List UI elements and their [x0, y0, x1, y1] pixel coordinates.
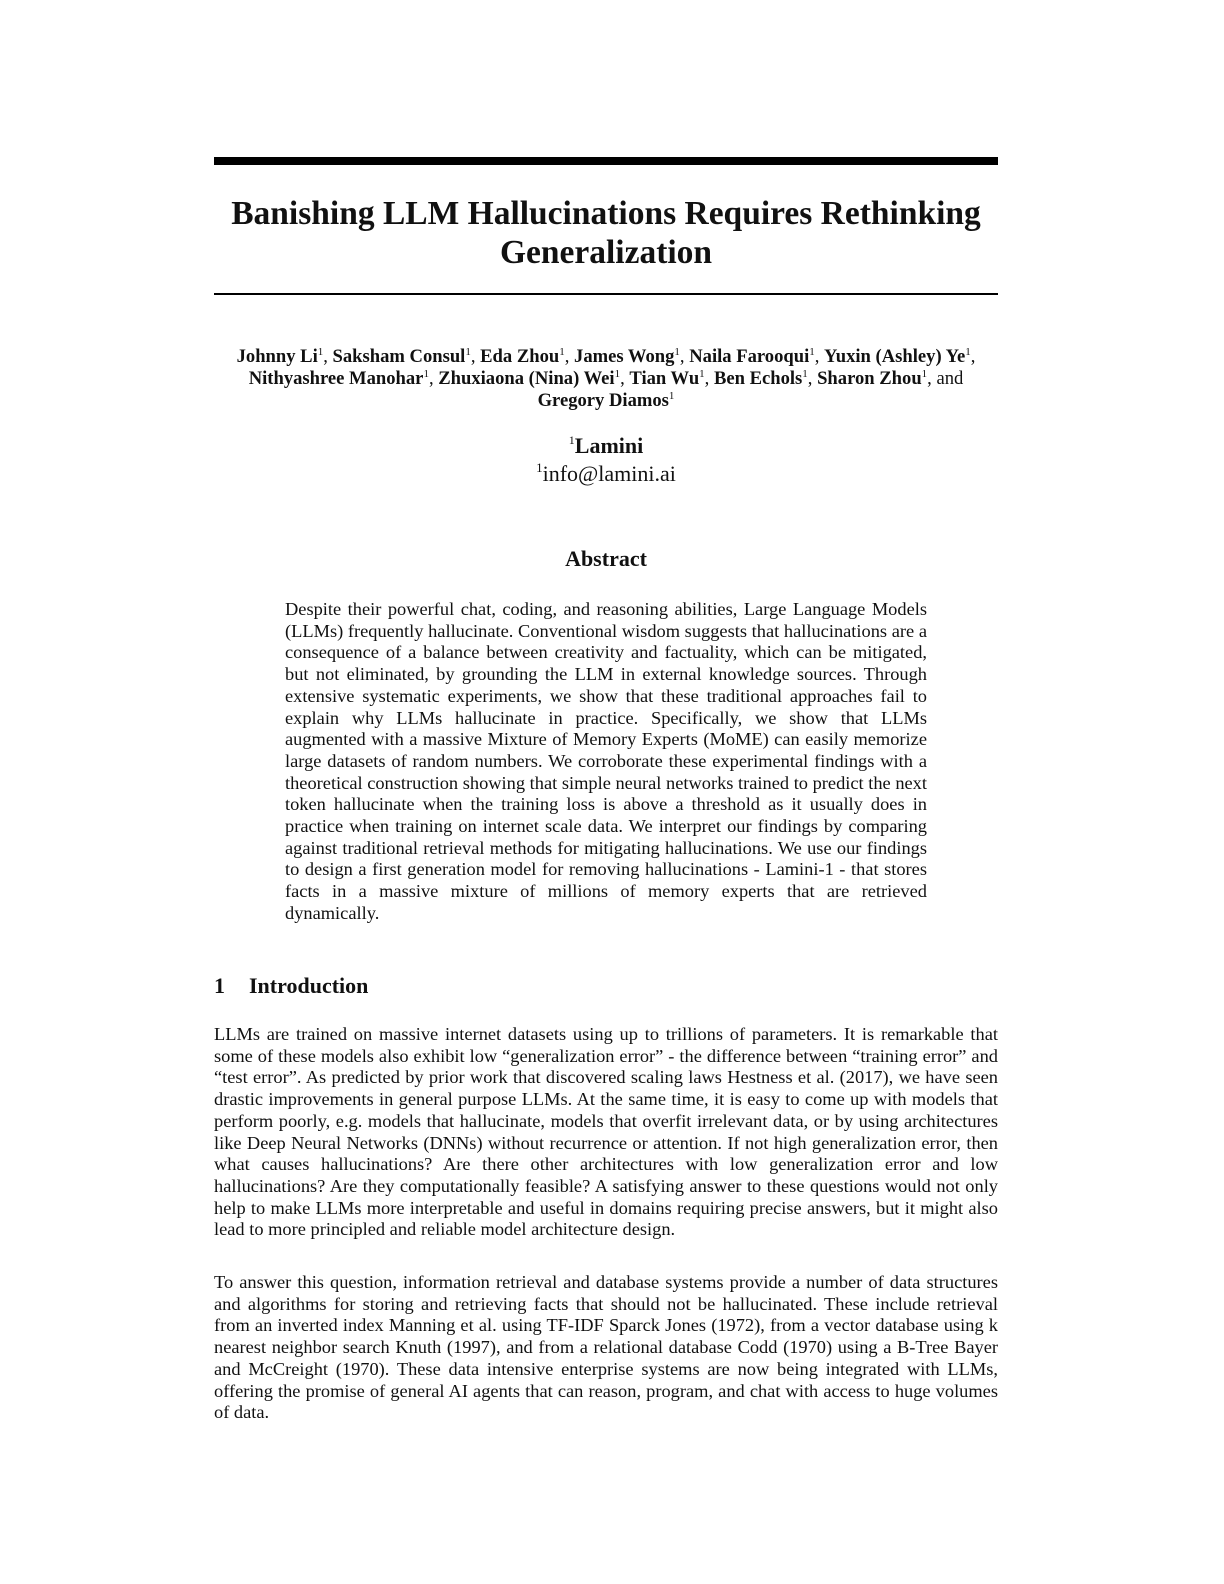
affiliation-mark: 1: [921, 368, 928, 380]
author-name: Tian Wu: [629, 368, 700, 389]
affiliation-mark: 1: [423, 368, 429, 380]
author: [629, 368, 714, 389]
author-name: Zhuxiaona (Nina) Wei: [438, 368, 615, 389]
author-name: James Wong: [574, 346, 675, 367]
author-name: Yuxin (Ashley) Ye: [824, 346, 966, 367]
author-separator: ,: [704, 368, 714, 389]
author-separator: ,: [470, 346, 481, 367]
author-separator: ,: [807, 368, 818, 389]
affiliation: [214, 433, 998, 459]
author: [714, 368, 817, 389]
author-list: [214, 346, 998, 412]
paper-title: Banishing LLM Hallucinations Requires Rethinking Generalization: [231, 195, 981, 271]
affiliation-mark: 1: [536, 460, 543, 475]
affiliation-mark: 1: [965, 346, 971, 358]
author-separator: ,: [428, 368, 439, 389]
contact-email: [214, 461, 998, 487]
author-name: Nithyashree Manohar: [248, 368, 424, 389]
author-name: Johnny Li: [236, 346, 318, 367]
section-title: Introduction: [249, 973, 369, 998]
title-top-rule: [214, 157, 998, 165]
author-separator: ,: [620, 368, 630, 389]
affiliation-name: Lamini: [574, 433, 644, 458]
author-name: Ben Echols: [713, 368, 803, 389]
author: [237, 346, 333, 367]
abstract-heading: Abstract: [565, 546, 647, 571]
affiliation-mark: 1: [317, 346, 324, 358]
author-name: Saksham Consul: [332, 346, 466, 367]
section-number: 1: [214, 973, 225, 998]
email-address: info@lamini.ai: [542, 461, 676, 486]
author: [824, 346, 975, 367]
author-separator: , and: [927, 368, 964, 389]
affiliation-mark: 1: [559, 346, 565, 358]
author-name: Gregory Diamos: [537, 390, 669, 411]
author-separator: ,: [564, 346, 575, 367]
section-heading: [214, 972, 998, 1000]
affiliation-mark: 1: [809, 346, 815, 358]
author-name: Naila Farooqui: [689, 346, 810, 367]
affiliation-mark: 1: [802, 368, 808, 380]
author-separator: ,: [323, 346, 333, 367]
author: [249, 368, 439, 389]
abstract-text: Despite their powerful chat, coding, and reasoning abilities, Large Language Models (LLMs) frequently hallucinate. Conventional wisdom suggests that hallucinations are a consequence of a balance between creativity and factuality, which can be mitigated, but not eliminated, by grounding the LLM in external knowledge sources. Through extensive systematic experiments, we show that these traditional approaches fail to explain why LLMs hallucinate in practice. Specifically, we show that LLMs augmented with a massive Mixture of Memory Experts (MoME) can easily memorize large datasets of random numbers. We corroborate these experimental findings with a theoretical construction showing that simple neural networks trained to predict the next token hallucinate when the training loss is above a threshold as it usually does in practice when training on internet scale data. We interpret our findings by comparing against traditional retrieval methods for mitigating hallucinations. We use our findings to design a first generation model for removing hallucinations - Lamini-1 - that stores facts in a massive mixture of millions of memory experts that are retrieved dynamically.: [285, 599, 927, 923]
intro-paragraph: LLMs are trained on massive internet datasets using up to trillions of parameters. It is remarkable that some of these models also exhibit low “generalization error” - the difference between “training error” and “test error”. As predicted by prior work that discovered scaling laws Hestness et al. (2017), we have seen drastic improvements in general purpose LLMs. At the same time, it is easy to come up with models that perform poorly, e.g. models that hallucinate, models that overfit irrelevant data, or by using architectures like Deep Neural Networks (DNNs) without recurrence or attention. If not high generalization error, then what causes hallucinations? Are there other architectures with low generalization error and low hallucinations? Are they computationally feasible? A satisfying answer to these questions would not only help to make LLMs more interpretable and useful in domains requiring precise answers, but it might also lead to more principled and reliable model architecture design.: [214, 1024, 998, 1240]
author: [538, 390, 675, 411]
author-name: Eda Zhou: [480, 346, 560, 367]
author: [333, 346, 481, 367]
author-separator: ,: [814, 346, 825, 367]
author: [480, 346, 574, 367]
title-bottom-rule: [214, 293, 998, 295]
author-name: Sharon Zhou: [817, 368, 922, 389]
affiliation-mark: 1: [674, 346, 680, 358]
intro-paragraph: To answer this question, information retrieval and database systems provide a number of data structures and algorithms for storing and retrieving facts that should not be hallucinated. These include retrieval from an inverted index Manning et al. using TF-IDF Sparck Jones (1972), from a vector database using k nearest neighbor search Knuth (1997), and from a relational database Codd (1970) using a B-Tree Bayer and McCreight (1970). These data intensive enterprise systems are now being integrated with LLMs, offering the promise of general AI agents that can reason, program, and chat with access to huge volumes of data.: [214, 1272, 998, 1423]
author: [574, 346, 689, 367]
author-separator: ,: [970, 346, 976, 367]
affiliation-mark: 1: [668, 390, 675, 402]
affiliation-mark: 1: [699, 368, 705, 380]
author-separator: ,: [679, 346, 690, 367]
author: [438, 368, 629, 389]
author: [817, 368, 963, 389]
affiliation-mark: 1: [465, 346, 471, 358]
affiliation-mark: 1: [568, 433, 575, 447]
author: [689, 346, 824, 367]
affiliation-mark: 1: [614, 368, 621, 380]
